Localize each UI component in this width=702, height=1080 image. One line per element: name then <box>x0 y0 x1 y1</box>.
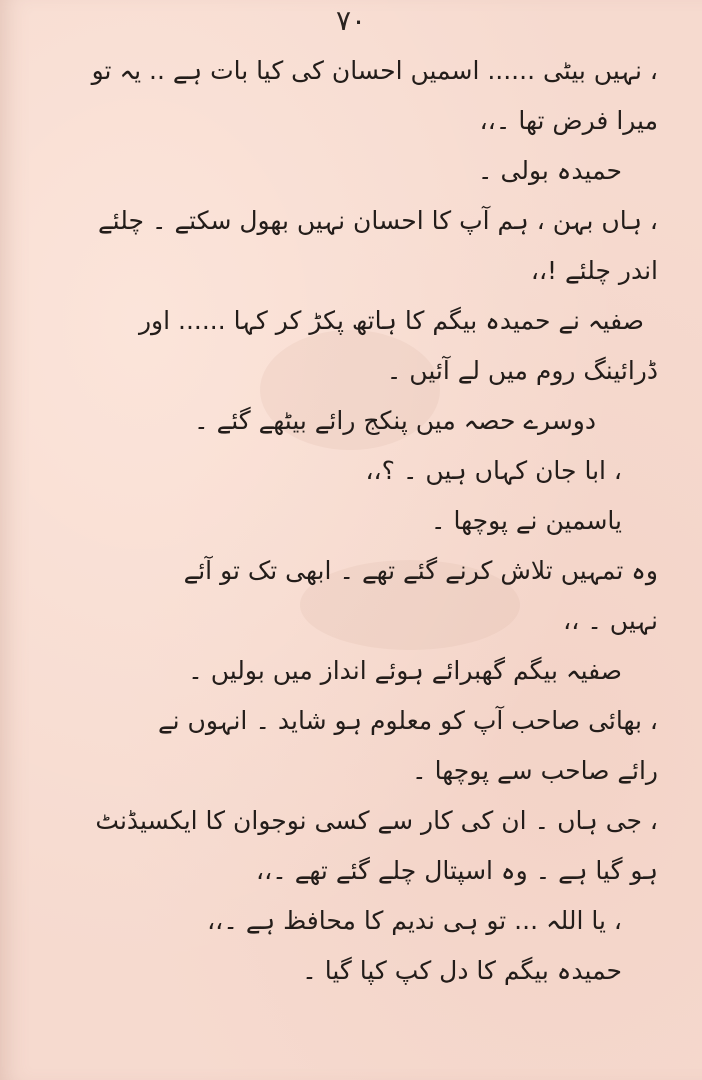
text-line: صفیہ نے حمیدہ بیگم کا ہاتھ پکڑ کر کہا ...... اور <box>138 306 644 335</box>
text-line: میرا فرض تھا ۔،، <box>479 106 658 135</box>
text-line: حمیدہ بیگم کا دل کپ کپا گیا ۔ <box>302 956 622 985</box>
text-line: رائے صاحب سے پوچھا ۔ <box>412 756 658 785</box>
text-line: ، ہاں بہن ، ہم آپ کا احسان نہیں بھول سکتے ۔ چلئے <box>98 206 658 235</box>
text-line: ، ابا جان کہاں ہیں ۔ ؟،، <box>365 456 622 485</box>
urdu-text-block <box>58 46 658 996</box>
text-line: نہیں ۔ ،، <box>563 606 658 635</box>
text-line: اندر چلئے !،، <box>530 256 658 285</box>
text-line: دوسرے حصہ میں پنکج رائے بیٹھے گئے ۔ <box>193 406 596 435</box>
text-line: ہو گیا ہے ۔ وہ اسپتال چلے گئے تھے ۔،، <box>256 856 658 885</box>
text-line: یاسمین نے پوچھا ۔ <box>430 506 622 535</box>
text-line: وہ تمہیں تلاش کرنے گئے تھے ۔ ابھی تک تو آئے <box>183 556 658 585</box>
page-number: ۷۰ <box>335 4 367 37</box>
text-line: حمیدہ بولی ۔ <box>477 156 622 185</box>
text-line: صفیہ بیگم گھبرائے ہوئے انداز میں بولیں ۔ <box>188 656 622 685</box>
text-line: ، یا اللہ ... تو ہی ندیم کا محافظ ہے ۔،، <box>207 906 622 935</box>
text-line: ، بھائی صاحب آپ کو معلوم ہو شاید ۔ انہوں نے <box>158 706 658 735</box>
text-line: ، جی ہاں ۔ ان کی کار سے کسی نوجوان کا ایکسیڈنٹ <box>95 806 658 835</box>
text-line: ، نہیں بیٹی ...... اسمیں احسان کی کیا بات ہے .. یہ تو <box>91 56 658 85</box>
text-line: ڈرائینگ روم میں لے آئیں ۔ <box>386 356 658 385</box>
